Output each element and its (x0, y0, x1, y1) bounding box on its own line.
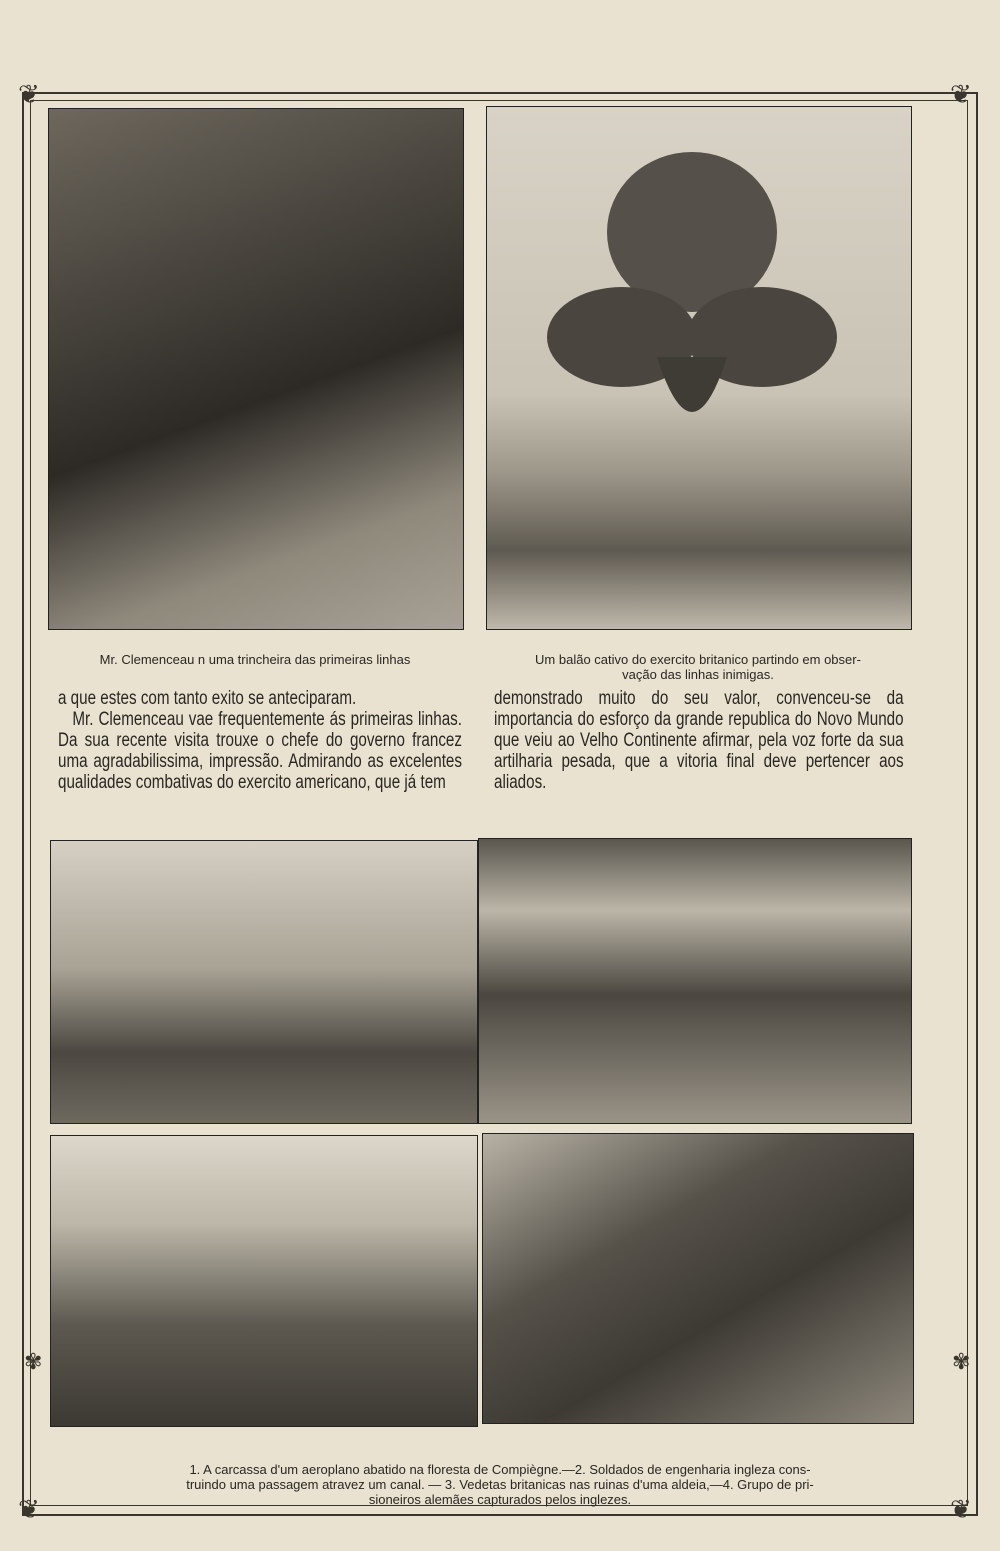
photo-group-caption (80, 1462, 920, 1507)
article-paragraph: Mr. Clemenceau vae frequentemente ás primeiras linhas. Da sua recente visita trouxe o chefe do governo francez uma agradabilissima, impressão. Admirando as excelentes qualidades combativas do exercito americano, que já tem (58, 709, 463, 793)
photo-captive-balloon (486, 106, 912, 630)
side-ornament-icon: ✾ (952, 1350, 971, 1375)
caption-line: 1. A carcassa d'um aeroplano abatido na floresta de Compiègne.—2. Soldados de engenharia ingleza cons- (189, 1462, 811, 1477)
photo-german-prisoners (482, 1133, 914, 1424)
photo-caption: Mr. Clemenceau n uma trincheira das primeiras linhas (99, 652, 411, 667)
photo-engineers-canal (478, 838, 912, 1124)
article-paragraph: demonstrado muito do seu valor, convenceu-se da importancia do esforço da grande republica do Novo Mundo que veiu ao Velho Continente afirmar, pela voz forte da sua artilharia pesada, que a vitoria final deve pertencer aos aliados. (494, 688, 904, 793)
photo-village-ruins (50, 1135, 478, 1427)
corner-ornament-icon: ❦ (18, 1495, 40, 1525)
article-paragraph: a que estes com tanto exito se anteciparam. (58, 688, 357, 709)
caption-line: sioneiros alemães capturados pelos inglezes. (368, 1492, 632, 1507)
photo-aeroplane-wreck (50, 840, 478, 1124)
caption-line: vação das linhas inimigas. (622, 667, 774, 682)
side-ornament-icon: ✾ (24, 1350, 43, 1375)
corner-ornament-icon: ❦ (950, 1495, 972, 1525)
balloon-shape (547, 137, 837, 467)
caption-line: Um balão cativo do exercito britanico partindo em obser- (535, 652, 861, 667)
photo-clemenceau-trench (48, 108, 464, 630)
corner-ornament-icon: ❦ (18, 80, 40, 110)
photo-caption (486, 652, 910, 682)
corner-ornament-icon: ❦ (950, 80, 972, 110)
caption-line: truindo uma passagem atravez um canal. — 3. Vedetas britanicas nas ruinas d'uma aldeia,—4. Grupo de pri- (186, 1477, 814, 1492)
article-left-column (58, 688, 462, 793)
article-right-column (494, 688, 904, 793)
